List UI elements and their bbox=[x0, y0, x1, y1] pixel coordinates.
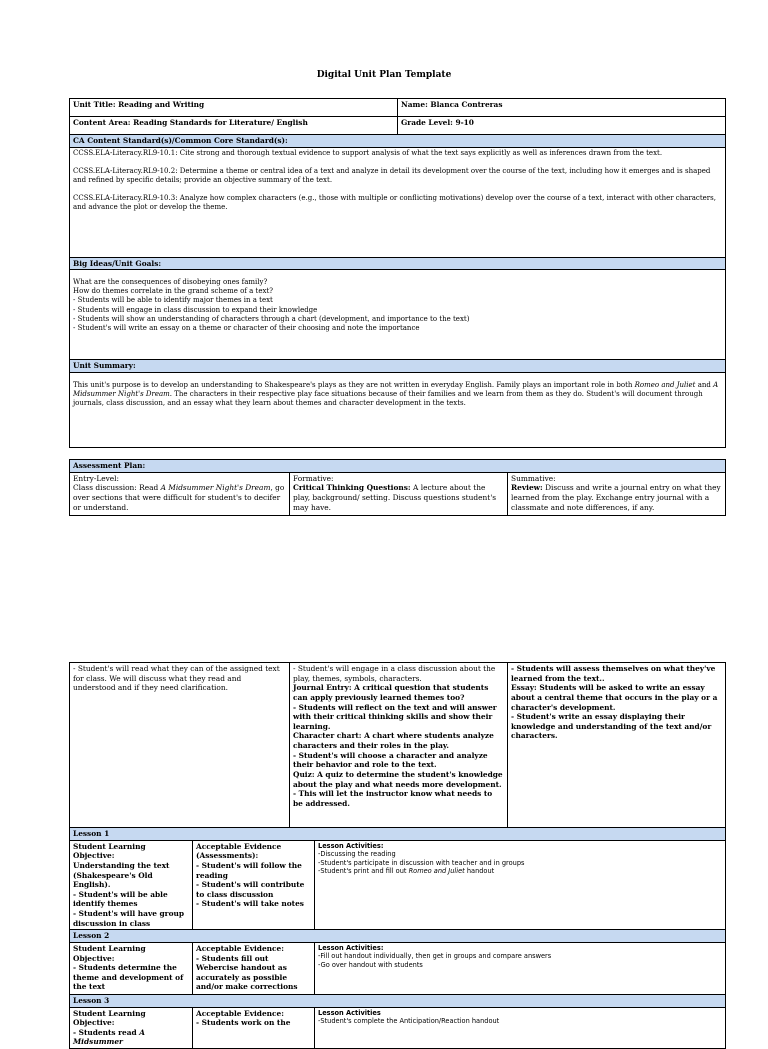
evidence-line: - Student's will contribute to class discussion bbox=[196, 880, 305, 899]
formative-line: Quiz: A quiz to determine the student's knowledge about the play and what needs more development. bbox=[293, 769, 503, 789]
objective-line: - Student's will be able identify themes bbox=[73, 889, 168, 909]
content-area: Content Area: Reading Standards for Literature/ English bbox=[70, 117, 398, 135]
summative-line: - Student's write an essay displaying their knowledge and understanding of the text and/or characters. bbox=[511, 712, 712, 741]
big-idea-line: - Students will engage in class discussion to expand their knowledge bbox=[73, 305, 318, 314]
formative-text: Critical Thinking Questions: A lecture about the play, background/ setting. Discuss questions student's may have. bbox=[293, 483, 497, 512]
big-ideas-header: Big Ideas/Unit Goals: bbox=[70, 257, 726, 270]
objective-line: - Students determine the theme and development of the text bbox=[73, 963, 184, 992]
activity-line: -Student's print and fill out Romeo and Juliet handout bbox=[318, 867, 495, 876]
lessons-table bbox=[69, 827, 726, 1049]
activity-line: -Discussing the reading bbox=[318, 850, 396, 859]
standard-1: CCSS.ELA-Literacy.RL9-10.1: Cite strong and thorough textual evidence to support analysis of what the text says explicitly as well as inferences drawn from the text. bbox=[73, 148, 663, 157]
formative-line: - Student's will choose a character and analyze their behavior and role to the text. bbox=[293, 750, 488, 770]
big-idea-line: - Student's will write an essay on a theme or character of their choosing and note the importance bbox=[73, 323, 420, 332]
lesson-1-header: Lesson 1 bbox=[70, 828, 726, 841]
evidence-label: Acceptable Evidence (Assessments): bbox=[196, 841, 282, 861]
activities-label: Lesson Activities: bbox=[318, 841, 384, 850]
objective-line: - Student's will have group discussion in class bbox=[73, 909, 185, 928]
lesson-3-activities bbox=[315, 1007, 726, 1049]
activity-line: -Fill out handout individually, then get in groups and compare answers bbox=[318, 952, 552, 961]
lesson-2-objective bbox=[70, 942, 193, 994]
entry-level-cell bbox=[70, 472, 290, 515]
lesson-3-evidence bbox=[193, 1007, 315, 1049]
teacher-name: Name: Blanca Contreras bbox=[398, 99, 726, 117]
formative-line: Character chart: A chart where students analyze characters and their roles in the play. bbox=[293, 731, 494, 750]
summative-line: Essay: Students will be asked to write an essay about a central theme that occurs in the play or a character's development. bbox=[511, 683, 718, 712]
summary-text: This unit's purpose is to develop an understanding to Shakespeare's plays as they are not written in everyday English. Family plays an important role in both Romeo and Juliet and A Midsummer Night's Dream. The characters in their respective play face situations because of their families and we learn from them as they do. Student's will document through journals, class discussion, and an essay what they learn about themes and character development in the texts. bbox=[73, 380, 719, 408]
entry-level-label: Entry-Level: bbox=[73, 473, 120, 483]
unit-plan-table-top bbox=[69, 98, 726, 448]
summative-continued bbox=[508, 663, 726, 828]
lesson-1-evidence bbox=[193, 840, 315, 930]
summary-content bbox=[70, 372, 726, 447]
entry-level-continued-text: - Student's will read what they can of the assigned text for class. We will discuss what they read and understood and if they need clarification. bbox=[73, 664, 280, 693]
standard-3: CCSS.ELA-Literacy.RL9-10.3: Analyze how complex characters (e.g., those with multiple or conflicting motivations) develop over the course of a text, interact with other characters, and advance the plot or develop the theme. bbox=[73, 193, 716, 211]
activity-line: -Student's participate in discussion with teacher and in groups bbox=[318, 858, 525, 867]
assessment-table-top bbox=[69, 459, 726, 516]
activity-line: -Student's complete the Anticipation/Reaction handout bbox=[318, 1017, 500, 1026]
big-ideas-content bbox=[70, 270, 726, 360]
formative-cell bbox=[290, 472, 508, 515]
objective-line: Understanding the text (Shakespeare's Old English). bbox=[73, 860, 170, 890]
objective-line: - Students read A Midsummer bbox=[73, 1027, 146, 1047]
objective-label: Student Learning Objective: bbox=[73, 841, 146, 861]
summative-text: Review: Discuss and write a journal entry on what they learned from the play. Exchange entry journal with a classmate and note differences, if any. bbox=[511, 483, 721, 512]
summative-label: Summative: bbox=[511, 473, 556, 483]
evidence-line: - Student's will follow the reading bbox=[196, 860, 302, 880]
activity-line: -Go over handout with students bbox=[318, 961, 423, 969]
formative-line: - Students will reflect on the text and will answer with their critical thinking skills and show their learning. bbox=[293, 702, 497, 731]
evidence-label: Acceptable Evidence: bbox=[196, 1008, 284, 1018]
lesson-3-header: Lesson 3 bbox=[70, 994, 726, 1007]
evidence-line: - Students work on the bbox=[196, 1018, 291, 1028]
evidence-line: - Student's will take notes bbox=[196, 899, 304, 909]
big-idea-line: What are the consequences of disobeying ones family? bbox=[73, 278, 268, 287]
summative-line: - Students will assess themselves on what they've learned from the text.. bbox=[511, 664, 716, 683]
lesson-2-header: Lesson 2 bbox=[70, 930, 726, 943]
activities-label: Lesson Activities bbox=[318, 1008, 381, 1017]
standards-content bbox=[70, 147, 726, 257]
objective-label: Student Learning Objective: bbox=[73, 943, 146, 963]
evidence-line: - Students fill out Webercise handout as accurately as possible and/or make corrections bbox=[196, 953, 298, 992]
lesson-2-activities bbox=[315, 942, 726, 994]
assessment-table-continued bbox=[69, 662, 726, 828]
formative-line: - Student's will engage in a class discussion about the play, themes, symbols, characters. bbox=[293, 664, 496, 683]
formative-continued bbox=[290, 663, 508, 828]
big-idea-line: - Students will be able to identify major themes in a text bbox=[73, 296, 273, 305]
document-title: Digital Unit Plan Template bbox=[316, 70, 452, 80]
big-idea-line: How do themes correlate in the grand scheme of a text? bbox=[73, 287, 274, 296]
objective-label: Student Learning Objective: bbox=[73, 1008, 146, 1028]
grade-level: Grade Level: 9-10 bbox=[398, 117, 726, 135]
assessment-header: Assessment Plan: bbox=[70, 460, 726, 473]
lesson-2-evidence bbox=[193, 942, 315, 994]
standard-2: CCSS.ELA-Literacy.RL9-10.2: Determine a theme or central idea of a text and analyze in detail its development over the course of the text, including how it emerges and is shaped and refined by specific details; provide an objective summary of the text. bbox=[73, 166, 711, 184]
entry-level-continued bbox=[70, 663, 290, 828]
formative-line: Journal Entry: A critical question that students can apply previously learned themes too? bbox=[293, 683, 489, 702]
evidence-label: Acceptable Evidence: bbox=[196, 943, 284, 953]
lesson-1-objective bbox=[70, 840, 193, 930]
standards-header: CA Content Standard(s)/Common Core Standard(s): bbox=[70, 135, 726, 148]
summary-header: Unit Summary: bbox=[70, 360, 726, 373]
summative-cell bbox=[508, 472, 726, 515]
formative-label: Formative: bbox=[293, 473, 334, 483]
unit-title: Unit Title: Reading and Writing bbox=[70, 99, 398, 117]
entry-level-text: Class discussion: Read A Midsummer Night's Dream, go over sections that were difficult for student's to decifer or understand. bbox=[73, 483, 285, 512]
lesson-1-activities bbox=[315, 840, 726, 930]
lesson-3-objective bbox=[70, 1007, 193, 1049]
formative-line: - This will let the instructor know what needs to be addressed. bbox=[293, 789, 493, 808]
activities-label: Lesson Activities: bbox=[318, 943, 384, 952]
big-idea-line: - Students will show an understanding of characters through a chart (development, and importance to the text) bbox=[73, 314, 470, 323]
